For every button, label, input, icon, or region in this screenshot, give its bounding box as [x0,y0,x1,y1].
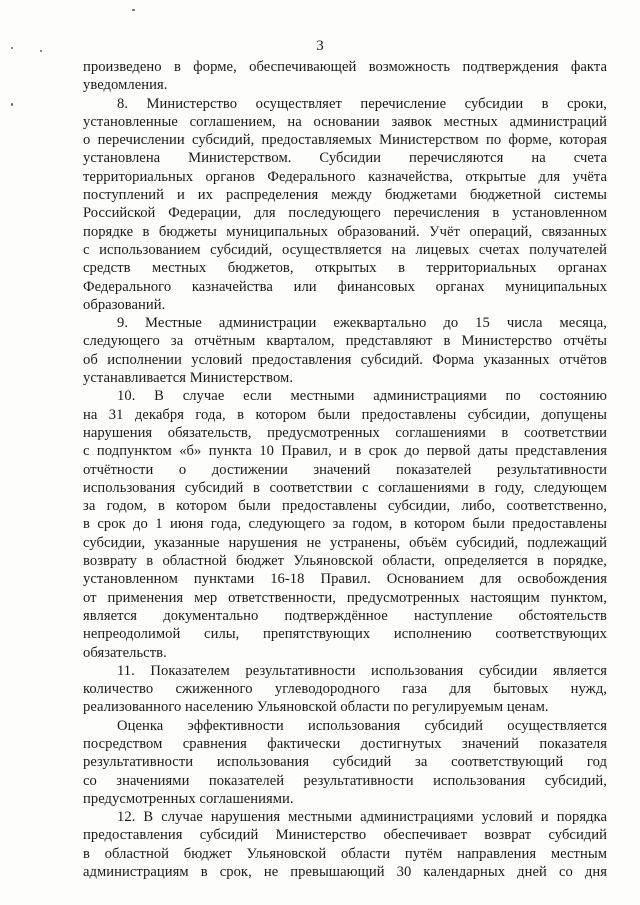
scan-speck [11,103,13,106]
text-line: со значениями показателей результативности использования субсидий, [83,772,607,789]
text-line: с использованием субсидий, осуществляется на лицевых счетах получателей [83,241,607,258]
text-line: поступлений и их распределения между бюджетами бюджетной системы [83,187,607,204]
text-line: с подпунктом «б» пункта 10 Правил, и в срок до первой даты представления [83,443,607,460]
text-line: субсидии, указанные нарушения не устранены, объём субсидий, подлежащий [83,534,607,551]
text-line: следующего за отчётным кварталом, представляют в Министерство отчёты [83,333,607,350]
text-line: в областной бюджет Ульяновской области путём направления местным [83,845,607,862]
text-line: об исполнении условий предоставления субсидий. Форма указанных отчётов [83,351,607,368]
paragraph-9-start: 9. Местные администрации ежеквартально до 15 числа месяца, [117,315,607,332]
text-line: предусмотренных соглашениями. [83,790,294,807]
text-line: использования субсидий в соответствии с соглашениями в году, следующем [83,479,607,496]
text-line: за годом, в котором были предоставлены субсидии, либо, соответственно, [83,498,607,515]
text-line: установлена Министерством. Субсидии перечисляются на счета [83,150,607,167]
scan-speck [132,9,135,11]
page-number: 3 [316,38,324,54]
text-line: в срок до 1 июня года, следующего за годом, в котором были предоставлены [83,516,607,533]
text-line: посредством сравнения фактически достигнутых значений показателя [83,735,607,752]
text-line: обязательств. [83,644,167,661]
text-line: реализованного населению Ульяновской области по регулируемым ценам. [83,699,549,716]
text-line: возврату в областной бюджет Ульяновской области, определяется в порядке, [83,553,607,570]
text-line: нарушения обязательств, предусмотренных соглашениями в соответствии [83,424,607,441]
text-line: образований. [83,296,166,313]
text-line: от применения мер ответственности, предусмотренных настоящим пунктом, [83,589,607,606]
text-line: о перечислении субсидий, предоставляемых Министерством по форме, которая [83,132,607,149]
text-line: устанавливается Министерством. [83,370,294,387]
text-line: на 31 декабря года, в котором были предоставлены субсидии, допущены [83,406,607,423]
text-line: предоставления субсидий Министерство обеспечивает возврат субсидий [83,827,607,844]
text-line: отчётности о достижении значений показателей результативности [83,461,607,478]
text-line: порядке в бюджеты муниципальных образований. Учёт операций, связанных [83,223,607,240]
text-line: уведомления. [83,77,168,94]
paragraph-12-start: 12. В случае нарушения местными администрациями условий и порядка [117,809,607,826]
text-line: средств местных бюджетов, открытых в территориальных органах [83,260,607,277]
text-line: администрациям в срок, не превышающий 30 календарных дней со дня [83,864,607,881]
text-line: установленном пунктами 16-18 Правил. Основанием для освобождения [83,571,607,588]
text-line: количество сжиженного углеводородного газа для бытовых нужд, [83,681,607,698]
paragraph-8-start: 8. Министерство осуществляет перечисление субсидии в сроки, [117,95,607,112]
text-line: результативности использования субсидий за соответствующий год [83,754,607,771]
text-line: Федерального казначейства или финансовых органах муниципальных [83,278,607,295]
document-body [83,58,607,881]
paragraph-11-start: 11. Показателем результативности использования субсидии является [117,662,607,679]
paragraph-evaluation-start: Оценка эффективности использования субсидий осуществляется [117,717,607,734]
paragraph-10-start: 10. В случае если местными администрациями по состоянию [117,388,607,405]
text-line: Российской Федерации, для последующего перечисления в установленном [83,205,607,222]
text-line: непреодолимой силы, препятствующих исполнению соответствующих [83,626,607,643]
text-line: произведено в форме, обеспечивающей возможность подтверждения факта [83,59,607,75]
text-line: установленные соглашением, на основании заявок местных администраций [83,113,607,130]
text-line: территориальных органов Федерального казначейства, открытые для учёта [83,168,607,185]
text-line: является документально подтверждённое наступление обстоятельств [83,607,607,624]
